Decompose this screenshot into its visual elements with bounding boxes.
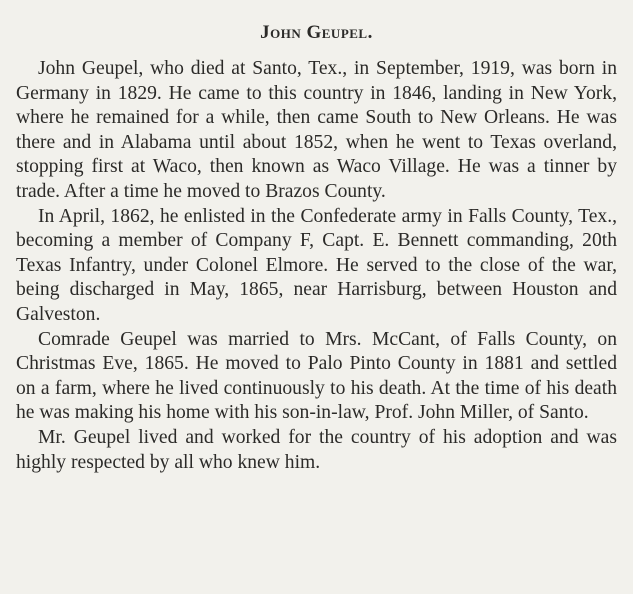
paragraph-closing: Mr. Geupel lived and worked for the country of his adoption and was highly respected by all who knew him. <box>16 426 617 473</box>
paragraph-biography: John Geupel, who died at Santo, Tex., in September, 1919, was born in Germany in 1829. He came to this country in 1846, landing in New York, where he remained for a while, then came South to New Orleans. He was there and in Alabama until about 1852, when he went to Texas overland, stopping first at Waco, then known as Waco Village. He was a tinner by trade. After a time he moved to Brazos County. <box>16 58 617 202</box>
paragraph-military-service: In April, 1862, he enlisted in the Confederate army in Falls County, Tex., becoming a member of Company F, Capt. E. Bennett commanding, 20th Texas Infantry, under Colonel Elmore. He served to the close of the war, being discharged in May, 1865, near Harrisburg, between Houston and Galveston. <box>16 205 617 325</box>
article-title: John Geupel. <box>260 22 373 43</box>
paragraph-marriage-and-later-life: Comrade Geupel was married to Mrs. McCant, of Falls County, on Christmas Eve, 1865. He moved to Palo Pinto County in 1881 and settled on a farm, where he lived continuously to his death. At the time of his death he was making his home with his son-in-law, Prof. John Miller, of Santo. <box>16 328 617 424</box>
